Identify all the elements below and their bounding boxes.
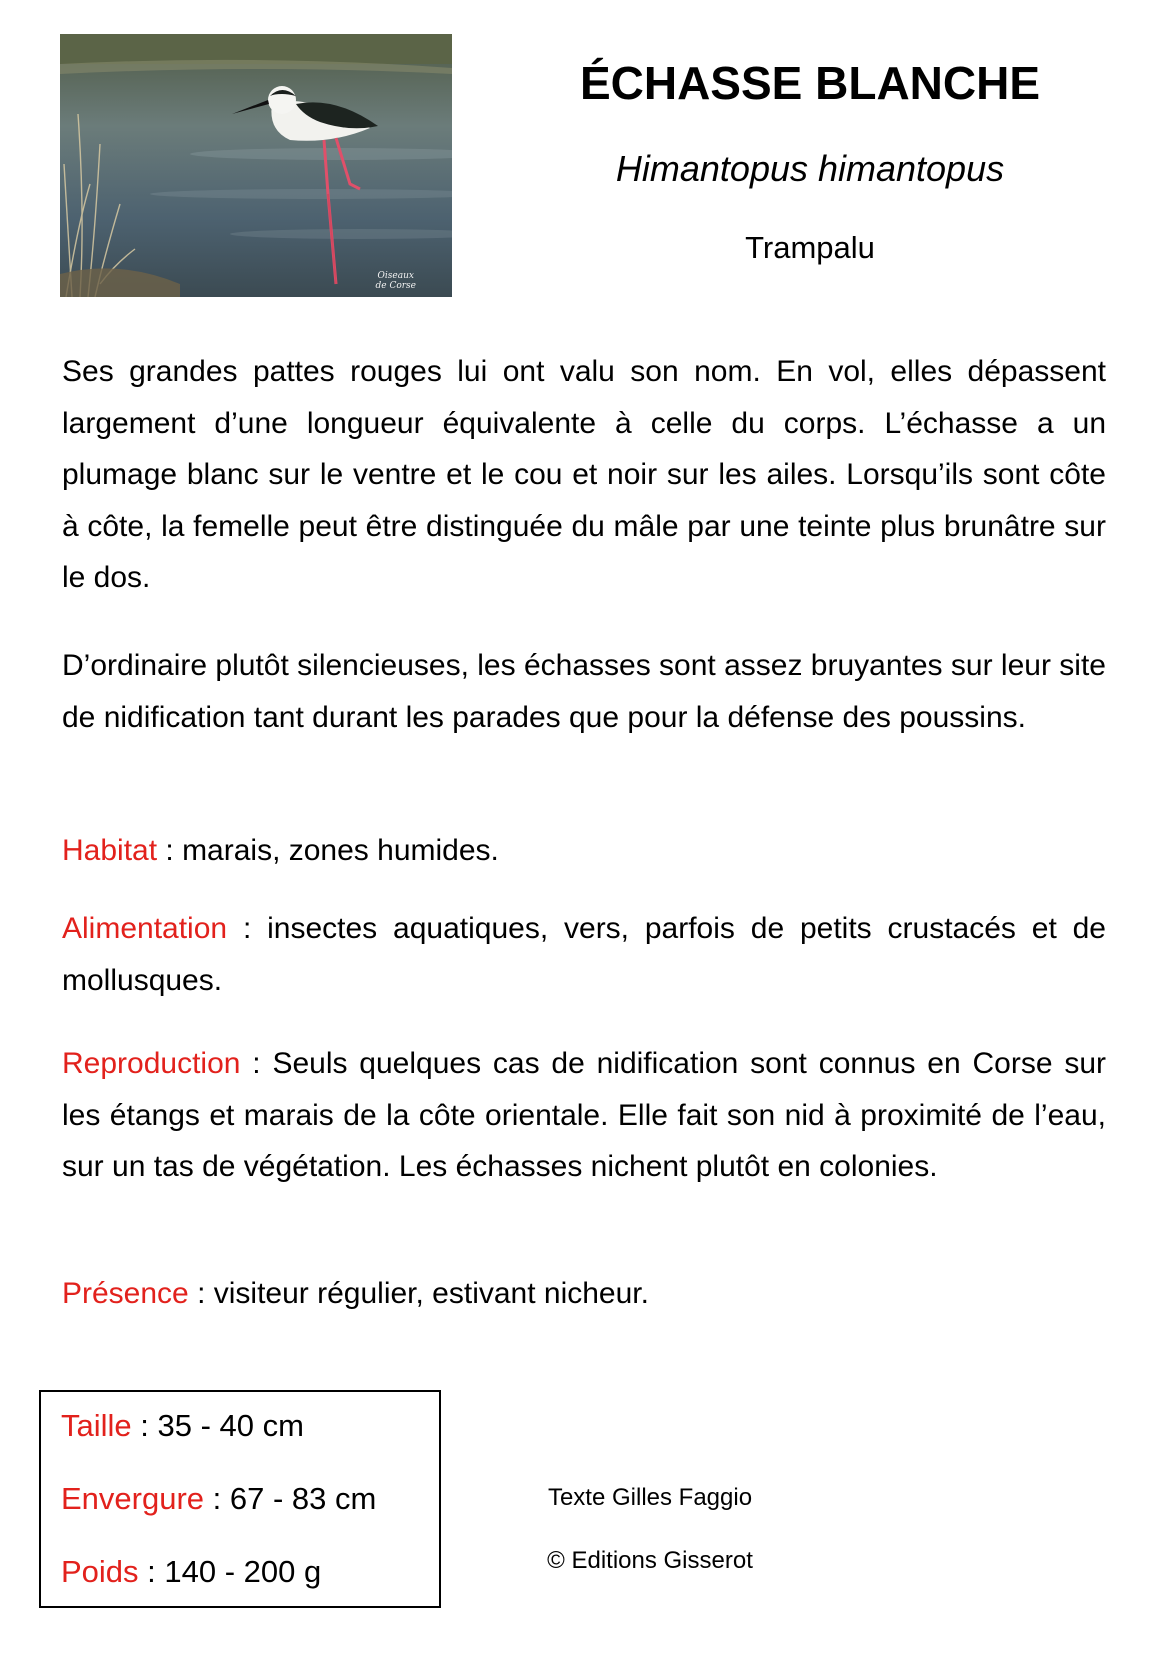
reproduction-text: : Seuls quelques cas de nidification sont connus en Corse sur les étangs et marais de la côte orientale. Elle fait son nid à proximité de l’eau, sur un tas de végétation. Les échasses nichent plutôt en colonies. [62,1047,1106,1183]
alimentation-label: Alimentation [62,912,228,945]
taille-line [61,1408,304,1444]
local-name: Trampalu [745,230,875,265]
taille-value: : 35 - 40 cm [131,1408,304,1443]
photo-credit-line2: de Corse [375,281,416,291]
description-paragraph-1: Ses grandes pattes rouges lui ont valu son nom. En vol, elles dépassent largement d’une longueur équivalente à celle du corps. L’échasse a un plumage blanc sur le ventre et le cou et noir sur les ailes. Lorsqu’ils sont côte à côte, la femelle peut être distinguée du mâle par une teinte plus brunâtre sur le dos. [62,355,1106,594]
photo-credit [376,271,417,291]
stilt-photo-icon [60,34,452,297]
poids-value: : 140 - 200 g [138,1554,322,1589]
author-credit: Texte Gilles Faggio [547,1484,753,1511]
envergure-label: Envergure [61,1481,205,1516]
description-paragraph-2: D’ordinaire plutôt silencieuses, les échasses sont assez bruyantes sur leur site de nidification tant durant les parades que pour la défense des poussins. [62,649,1106,734]
taille-label: Taille [61,1408,132,1443]
species-title: ÉCHASSE BLANCHE [579,57,1041,109]
copyright-credit: © Editions Gisserot [547,1547,753,1574]
envergure-value: : 67 - 83 cm [204,1481,377,1516]
habitat-label: Habitat [62,834,158,867]
presence-section [62,1268,1106,1320]
habitat-section [62,825,1106,877]
reproduction-section [62,1038,1106,1193]
alimentation-text: : insectes aquatiques, vers, parfois de petits crustacés et de mollusques. [62,912,1106,997]
photo-credit-line1: Oiseaux [377,271,414,281]
envergure-line [61,1481,376,1517]
presence-text: : visiteur régulier, estivant nicheur. [188,1277,649,1310]
alimentation-section [62,903,1106,1006]
poids-line [61,1554,321,1590]
latin-name: Himantopus himantopus [615,148,1005,189]
reproduction-label: Reproduction [62,1047,241,1080]
habitat-text: : marais, zones humides. [157,834,499,867]
bird-photo [60,34,452,297]
measurements-box [39,1390,441,1608]
presence-label: Présence [62,1277,189,1310]
poids-label: Poids [61,1554,139,1589]
